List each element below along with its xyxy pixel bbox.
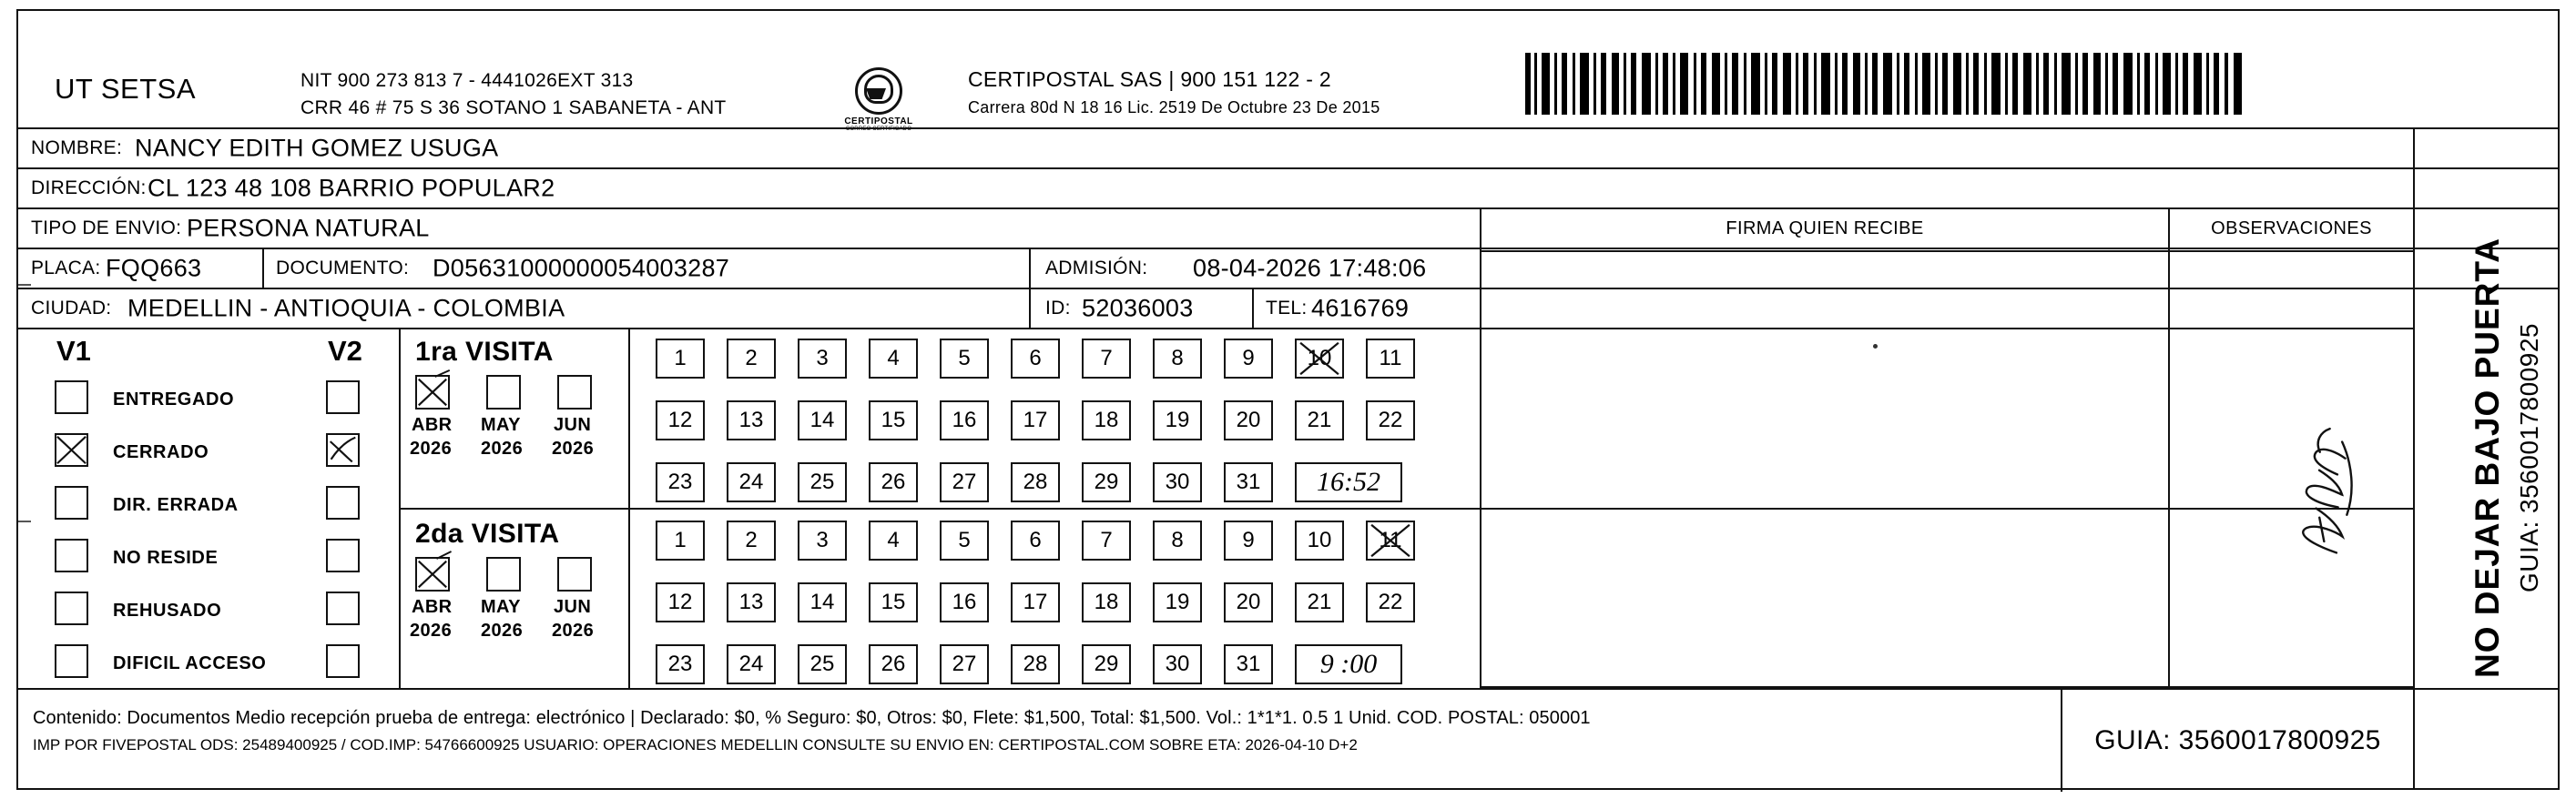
visit-1-day-18[interactable]: 18 [1082, 400, 1131, 440]
status-row-cerrado [18, 428, 399, 480]
visit-2-day-grid [656, 521, 1466, 693]
visit-2-year-abr: 2026 [410, 621, 453, 641]
visit-1-months [402, 375, 628, 466]
divider-id [1252, 289, 1254, 328]
footer-impresion-line: IMP POR FIVEPOSTAL ODS: 25489400925 / COD.IMP: 54766600925 USUARIO: OPERACIONES MEDELLIN CONSULTE SU ENVIO EN: CERTIPOSTAL.COM SOBRE ETA: 2026-04-10 D+2 [33, 736, 1358, 753]
checkbox-v2-no-reside[interactable] [326, 539, 360, 572]
checkbox-v2-rehusado[interactable] [326, 592, 360, 625]
tipo-envio-value: PERSONA NATURAL [187, 214, 430, 242]
visit-2-day-13[interactable]: 13 [727, 582, 776, 622]
status-row-rehusado [18, 586, 399, 639]
visit-2-day-30[interactable]: 30 [1153, 644, 1202, 684]
visit-2-day-2[interactable]: 2 [727, 521, 776, 561]
visit-1-month-abr-label: ABR [412, 415, 453, 435]
visit-1-day-12[interactable]: 12 [656, 400, 705, 440]
tel-label: TEL: [1266, 298, 1308, 319]
footer-area [18, 688, 2558, 790]
visit-2-month-jun-label: JUN [554, 597, 592, 617]
visit-1-day-19[interactable]: 19 [1153, 400, 1202, 440]
visit-block-1 [402, 329, 628, 466]
visit-2-day-27[interactable]: 27 [940, 644, 989, 684]
visit-2-days-row-1 [656, 521, 1466, 570]
checkbox-v2-dificil-acceso[interactable] [326, 644, 360, 678]
guia-number: GUIA: 3560017800925 [2094, 725, 2381, 755]
visit-1-day-26[interactable]: 26 [869, 462, 918, 502]
visit-2-day-11[interactable]: 11 [1366, 521, 1415, 561]
logo-subtext: CORREO CERTIFICADO [845, 126, 912, 132]
checkbox-v1-entregado[interactable] [55, 380, 88, 414]
operator-block [968, 67, 1380, 117]
checkbox-v1-no-reside[interactable] [55, 539, 88, 572]
visit-2-day-21[interactable]: 21 [1295, 582, 1344, 622]
visit-1-day-6[interactable]: 6 [1011, 339, 1060, 379]
visit-1-day-31[interactable]: 31 [1224, 462, 1273, 502]
status-label-dir-errada: DIR. ERRADA [113, 495, 239, 515]
visit-1-month-jun-checkbox[interactable] [557, 375, 592, 410]
delivery-label-sheet [16, 9, 2560, 790]
visit-2-day-28[interactable]: 28 [1011, 644, 1060, 684]
tel-value: 4616769 [1311, 294, 1410, 322]
visit-1-day-8[interactable]: 8 [1153, 339, 1202, 379]
visit-1-days-row-2 [656, 400, 1466, 450]
placa-value: FQQ663 [106, 254, 202, 282]
footer-text-block [33, 704, 2036, 759]
documento-label: DOCUMENTO: [276, 258, 410, 278]
divider-ciudad [1029, 289, 1031, 328]
visit-2-day-12[interactable]: 12 [656, 582, 705, 622]
status-label-rehusado: REHUSADO [113, 601, 222, 621]
barcode-icon [1525, 53, 2249, 115]
visit-1-month-may-label: MAY [481, 415, 521, 435]
visit-2-day-22[interactable]: 22 [1366, 582, 1415, 622]
visit-1-title: 1ra VISITA [415, 337, 554, 367]
operator-name: CERTIPOSTAL SAS | 900 151 122 - 2 [968, 67, 1331, 91]
visit-1-day-5[interactable]: 5 [940, 339, 989, 379]
visit-1-day-10[interactable]: 10 [1295, 339, 1344, 379]
admision-label: ADMISIÓN: [1045, 258, 1148, 278]
visit-1-day-30[interactable]: 30 [1153, 462, 1202, 502]
documento-value: D05631000000054003287 [433, 254, 730, 282]
visit-2-title: 2da VISITA [415, 519, 560, 549]
row-direccion [18, 167, 2558, 207]
visit-1-month-jun-label: JUN [554, 415, 592, 435]
visit-1-days-row-1 [656, 339, 1466, 388]
logo-text: CERTIPOSTAL [844, 116, 913, 126]
visit-1-year-may: 2026 [481, 439, 524, 459]
placa-label: PLACA: [31, 258, 101, 278]
visit-1-day-2[interactable]: 2 [727, 339, 776, 379]
status-label-no-reside: NO RESIDE [113, 548, 219, 568]
visit-2-day-5[interactable]: 5 [940, 521, 989, 561]
checkbox-v2-dir-errada[interactable] [326, 486, 360, 520]
visit-2-day-31[interactable]: 31 [1224, 644, 1273, 684]
visit-2-month-may-label: MAY [481, 597, 521, 617]
divider-documento [1029, 249, 1031, 288]
visit-2-day-25[interactable]: 25 [798, 644, 847, 684]
id-value: 52036003 [1082, 294, 1194, 322]
visit-2-month-jun-checkbox[interactable] [557, 557, 592, 592]
visit-2-day-29[interactable]: 29 [1082, 644, 1131, 684]
visit-2-day-1[interactable]: 1 [656, 521, 705, 561]
tipo-envio-label: TIPO DE ENVIO: [31, 217, 182, 238]
visit-2-year-jun: 2026 [552, 621, 595, 641]
carrier-address: CRR 46 # 75 S 36 SOTANO 1 SABANETA - ANT [300, 97, 727, 118]
visit-1-day-15[interactable]: 15 [869, 400, 918, 440]
visit-1-day-9[interactable]: 9 [1224, 339, 1273, 379]
visit-2-day-6[interactable]: 6 [1011, 521, 1060, 561]
visit-1-day-22[interactable]: 22 [1366, 400, 1415, 440]
observaciones-title: OBSERVACIONES [2170, 207, 2413, 252]
visit-2-month-abr-checkbox[interactable] [415, 557, 450, 592]
visit-1-day-20[interactable]: 20 [1224, 400, 1273, 440]
visit-1-day-25[interactable]: 25 [798, 462, 847, 502]
carrier-details [300, 67, 727, 122]
visit-1-day-28[interactable]: 28 [1011, 462, 1060, 502]
visit-block-2 [402, 511, 628, 648]
visit-1-time-value[interactable]: 16:52 [1295, 462, 1402, 502]
visit-1-day-24[interactable]: 24 [727, 462, 776, 502]
direccion-value: CL 123 48 108 BARRIO POPULAR2 [148, 174, 555, 202]
carrier-name: UT SETSA [55, 73, 197, 105]
visit-status-area [18, 328, 2413, 688]
status-row-dir-errada [18, 480, 399, 533]
visit-2-day-24[interactable]: 24 [727, 644, 776, 684]
checkbox-v2-entregado[interactable] [326, 380, 360, 414]
visit-1-day-17[interactable]: 17 [1011, 400, 1060, 440]
visit-1-year-abr: 2026 [410, 439, 453, 459]
checkbox-v1-cerrado[interactable] [55, 433, 88, 467]
ciudad-label: CIUDAD: [31, 298, 112, 319]
visit-2-month-may-checkbox[interactable] [486, 557, 521, 592]
visit-1-days-row-3 [656, 462, 1466, 511]
visit-1-year-jun: 2026 [552, 439, 595, 459]
footer-contenido-line: Contenido: Documentos Medio recepción prueba de entrega: electrónico | Declarado: $0, % Seguro: $0, Otros: $0, Flete: $1,500, Total: $1,500. Vol.: 1*1*1. 0.5 1 Unid. COD. POSTAL: 050001 [33, 708, 1591, 728]
divider-visit-days [628, 329, 630, 690]
visit-2-day-9[interactable]: 9 [1224, 521, 1273, 561]
visit-1-day-3[interactable]: 3 [798, 339, 847, 379]
visit-1-month-may-checkbox[interactable] [486, 375, 521, 410]
v2-header: V2 [328, 335, 362, 367]
visit-1-day-11[interactable]: 11 [1366, 339, 1415, 379]
visit-2-day-7[interactable]: 7 [1082, 521, 1131, 561]
status-label-entregado: ENTREGADO [113, 389, 235, 410]
status-row-dificil-acceso [18, 639, 399, 692]
nombre-value: NANCY EDITH GOMEZ USUGA [135, 134, 499, 162]
status-label-cerrado: CERRADO [113, 442, 209, 462]
visit-2-day-16[interactable]: 16 [940, 582, 989, 622]
visit-2-day-19[interactable]: 19 [1153, 582, 1202, 622]
visit-2-days-row-2 [656, 582, 1466, 632]
visit-1-day-1[interactable]: 1 [656, 339, 705, 379]
visit-2-day-10[interactable]: 10 [1295, 521, 1344, 561]
visit-1-day-13[interactable]: 13 [727, 400, 776, 440]
visit-1-day-grid [656, 339, 1466, 511]
status-checkbox-column [18, 329, 401, 688]
visit-1-day-23[interactable]: 23 [656, 462, 705, 502]
visit-1-day-27[interactable]: 27 [940, 462, 989, 502]
carrier-nit: NIT 900 273 813 7 - 4441026EXT 313 [300, 70, 634, 91]
v1-header: V1 [56, 335, 91, 367]
visit-1-day-21[interactable]: 21 [1295, 400, 1344, 440]
visit-2-day-23[interactable]: 23 [656, 644, 705, 684]
visit-2-day-18[interactable]: 18 [1082, 582, 1131, 622]
operator-license: Carrera 80d N 18 16 Lic. 2519 De Octubre 23 De 2015 [968, 98, 1380, 116]
admision-value: 08-04-2026 17:48:06 [1193, 254, 1427, 282]
visit-1-day-14[interactable]: 14 [798, 400, 847, 440]
postal-horn-icon [855, 67, 902, 115]
visit-2-day-20[interactable]: 20 [1224, 582, 1273, 622]
firma-title: FIRMA QUIEN RECIBE [1481, 207, 2168, 252]
no-dejar-bajo-puerta-text: NO DEJAR BAJO PUERTA [2468, 238, 2506, 678]
visit-2-day-8[interactable]: 8 [1153, 521, 1202, 561]
visit-2-months [402, 557, 628, 648]
visit-1-day-7[interactable]: 7 [1082, 339, 1131, 379]
certipostal-logo [842, 67, 915, 132]
status-row-no-reside [18, 533, 399, 586]
strip-guia-number: GUIA: 3560017800925 [2514, 323, 2543, 592]
visit-2-day-26[interactable]: 26 [869, 644, 918, 684]
ciudad-value: MEDELLIN - ANTIOQUIA - COLOMBIA [127, 294, 565, 322]
visit-1-day-29[interactable]: 29 [1082, 462, 1131, 502]
visit-2-day-3[interactable]: 3 [798, 521, 847, 561]
visit-2-days-row-3 [656, 644, 1466, 693]
visit-2-day-14[interactable]: 14 [798, 582, 847, 622]
visit-1-day-16[interactable]: 16 [940, 400, 989, 440]
edge-tick-2 [18, 521, 31, 522]
guia-box [2061, 690, 2413, 792]
visit-1-month-abr-checkbox[interactable] [415, 375, 450, 410]
id-label: ID: [1045, 298, 1071, 319]
visit-2-day-4[interactable]: 4 [869, 521, 918, 561]
status-label-dificil-acceso: DIFICIL ACCESO [113, 653, 267, 673]
checkbox-v1-rehusado[interactable] [55, 592, 88, 625]
visit-1-day-4[interactable]: 4 [869, 339, 918, 379]
visit-2-day-17[interactable]: 17 [1011, 582, 1060, 622]
visit-2-day-15[interactable]: 15 [869, 582, 918, 622]
checkbox-v1-dificil-acceso[interactable] [55, 644, 88, 678]
visit-2-year-may: 2026 [481, 621, 524, 641]
row-nombre [18, 127, 2558, 167]
status-row-entregado [18, 375, 399, 428]
visit-2-month-abr-label: ABR [412, 597, 453, 617]
label-header [18, 11, 2558, 132]
nombre-label: NOMBRE: [31, 137, 123, 158]
visit-2-time-value[interactable]: 9 :00 [1295, 644, 1402, 684]
checkbox-v2-cerrado[interactable] [326, 433, 360, 467]
divider-placa [262, 249, 264, 288]
edge-tick-1 [18, 284, 31, 286]
direccion-label: DIRECCIÓN: [31, 177, 147, 198]
checkbox-v1-dir-errada[interactable] [55, 486, 88, 520]
